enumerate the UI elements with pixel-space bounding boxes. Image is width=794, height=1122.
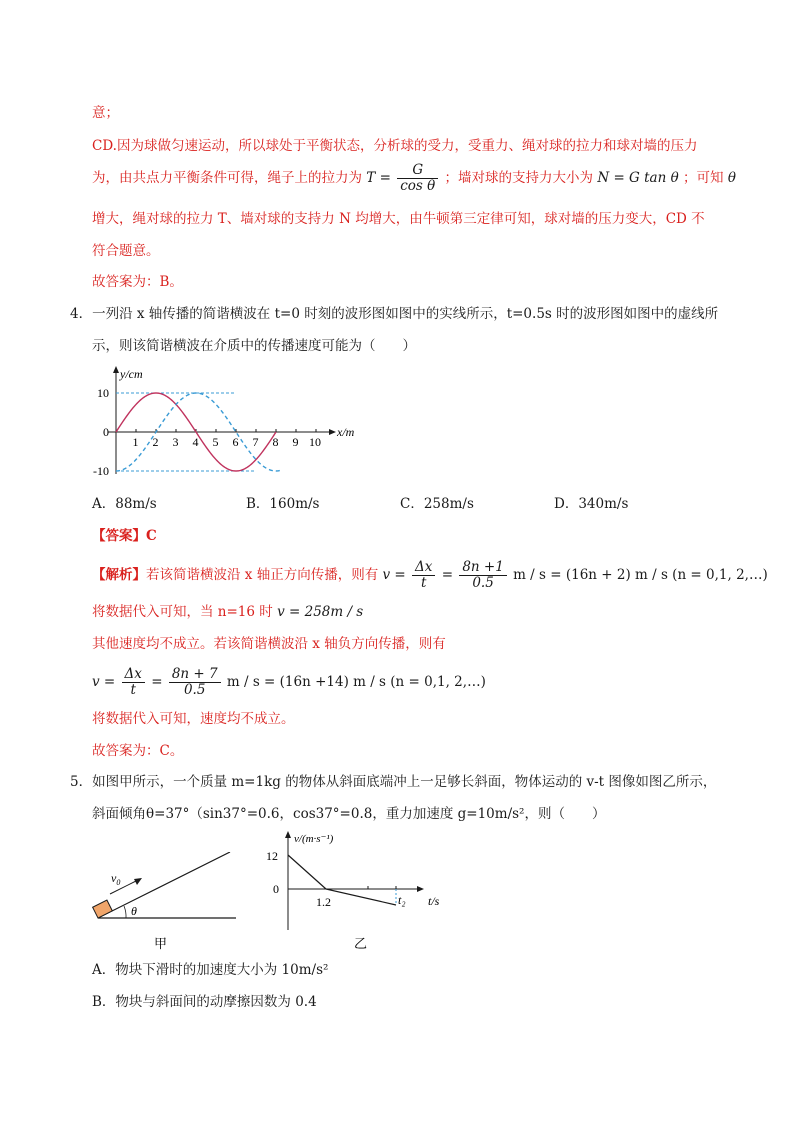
theta-symbol: θ <box>727 170 736 186</box>
negative-denominator: 0.5 <box>183 682 206 698</box>
dx-over-t-2 <box>122 667 145 698</box>
dx-over-t <box>412 560 435 591</box>
vt-y-0: 0 <box>273 882 279 896</box>
x-tick-label: 10 <box>309 435 321 449</box>
prev-line-4: 增大，绳对球的拉力 T、墙对球的支持力 N 均增大，由牛顿第三定律可知，球对墙的压力变大，CD 不 <box>92 211 705 227</box>
vt-y-12: 12 <box>266 849 278 863</box>
q4-analysis-line-5: 将数据代入可知，速度均不成立。 <box>92 711 295 727</box>
q4-option-d[interactable]: D．340m/s <box>554 496 629 512</box>
q4-analysis-tag: 【解析】 <box>92 567 146 583</box>
block <box>93 900 113 918</box>
q5-number: 5． <box>70 774 93 790</box>
prev-line-1: 意； <box>92 105 119 121</box>
t-denominator: t <box>421 575 427 591</box>
t-denominator-2: t <box>130 682 136 698</box>
negative-numerator: 8n + 7 <box>169 667 221 683</box>
q4-analysis-line-1: 【解析】若该简谐横波沿 x 轴正方向传播，则有 v = $\frac{\Delta x}{t}$ = $\frac{8n +1}{0.5}$ m / s = (16n + 2) m / s (n = 0,1, 2,…) <box>92 559 768 591</box>
x-tick-label: 1 <box>132 435 139 449</box>
x-tick-label: 2 <box>152 435 159 449</box>
prev-line-3-text-b: ；墙对球的支持力大小为 <box>444 170 594 186</box>
y-tick-10: 10 <box>97 386 109 400</box>
v0-v: v <box>111 871 117 885</box>
negative-speed-formula: m / s = (16n +14) m / s (n = 0,1, 2,…) <box>226 674 486 690</box>
vt-y-label: v/(m·s⁻¹) <box>294 833 334 845</box>
q4-number: 4． <box>70 306 93 322</box>
positive-numerator: 8n +1 <box>459 560 506 576</box>
x-axis-label: x/m <box>337 425 355 439</box>
prev-line-5: 符合题意。 <box>92 243 160 259</box>
tension-denominator: cos θ <box>400 178 436 194</box>
q4-answer-tag: 【答案】C <box>92 528 157 544</box>
vt-line-down <box>326 889 396 905</box>
x-tick-label: 5 <box>212 435 219 449</box>
q5-figure-yi <box>260 826 460 956</box>
vt-t2: t₂ <box>398 893 406 907</box>
q5-option-a[interactable]: A．物块下滑时的加速度大小为 10m/s² <box>92 962 329 978</box>
q4-option-b[interactable]: B．160m/s <box>246 496 320 512</box>
velocity-symbol-2: v = <box>92 674 116 690</box>
y-axis-arrow <box>113 366 119 373</box>
speed-258: v = 258m / s <box>277 604 364 620</box>
q4-option-c[interactable]: C．258m/s <box>400 496 474 512</box>
figure-yi-caption: 乙 <box>354 936 368 951</box>
q4-answer: 故答案为：C。 <box>92 743 184 759</box>
q4-line-1 <box>70 305 718 323</box>
q4-analysis-line-2 <box>92 603 363 621</box>
y-tick-neg10: -10 <box>93 464 109 478</box>
v0-sub: 0 <box>116 878 121 887</box>
q4-analysis-line-4: v = $\frac{\Delta x}{t}$ = $\frac{8n + 7}{0.5}$ m / s = (16n +14) m / s (n = 0,1, 2,…) <box>92 666 486 698</box>
vt-x-arrow <box>417 886 424 892</box>
q5-stem-2: 斜面倾角θ=37°（sin37°=0.6，cos37°=0.8，重力加速度 g=10m/s²，则（ ） <box>92 806 606 822</box>
q4-stem-2: 示，则该简谐横波在介质中的传播速度可能为（ ） <box>92 338 416 354</box>
q5-figure-jia <box>90 852 250 962</box>
positive-denominator: 0.5 <box>472 575 494 591</box>
q4-analysis-text-1: 若该简谐横波沿 x 轴正方向传播，则有 <box>146 567 379 583</box>
dx-numerator-2: Δx <box>122 667 145 683</box>
q4-analysis-text-2: 将数据代入可知，当 n=16 时 <box>92 604 273 620</box>
x-tick-label: 3 <box>172 435 179 449</box>
prev-line-3 <box>92 163 736 194</box>
q4-option-a[interactable]: A．88m/s <box>92 496 157 512</box>
prev-line-3-text-c: ；可知 <box>683 170 724 186</box>
negative-fraction <box>169 667 221 698</box>
v0-label <box>111 871 120 887</box>
x-tick-label: 9 <box>292 435 299 449</box>
positive-fraction <box>459 560 506 591</box>
theta-arc <box>124 906 126 918</box>
y-axis-label: y/cm <box>120 367 143 381</box>
vt-line-up <box>288 855 326 889</box>
prev-line-2: CD.因为球做匀速运动，所以球处于平衡状态，分析球的受力，受重力、绳对球的拉力和球对墙的压力 <box>92 138 698 154</box>
figure-jia-caption: 甲 <box>154 936 168 951</box>
prev-answer: 故答案为：B。 <box>92 274 183 290</box>
normal-force-eq: N = G tan θ <box>597 170 679 186</box>
x-axis-arrow <box>329 429 336 435</box>
q4-wave-graph <box>86 362 376 482</box>
velocity-symbol: v = <box>382 567 406 583</box>
vt-y-arrow <box>285 831 291 838</box>
q5-option-b[interactable]: B．物块与斜面间的动摩擦因数为 0.4 <box>92 994 317 1010</box>
x-tick-label: 4 <box>192 435 199 449</box>
theta-label: θ <box>131 904 137 918</box>
x-tick-label: 7 <box>252 435 259 449</box>
x-tick-label: 6 <box>232 435 239 449</box>
tension-numerator: G <box>397 163 438 179</box>
positive-speed-formula: m / s = (16n + 2) m / s (n = 0,1, 2,…) <box>513 567 768 583</box>
q4-analysis-line-3: 其他速度均不成立。若该简谐横波沿 x 轴负方向传播，则有 <box>92 636 446 652</box>
x-tick-label: 8 <box>272 435 279 449</box>
prev-line-3-text-a: 为，由共点力平衡条件可得，绳子上的拉力为 <box>92 170 362 186</box>
y-tick-0: 0 <box>103 425 109 439</box>
q5-line-1 <box>70 773 716 791</box>
q4-stem-1: 一列沿 x 轴传播的简谐横波在 t=0 时刻的波形图如图中的实线所示，t=0.5s 时的波形图如图中的虚线所 <box>92 306 719 322</box>
vt-x-1.2: 1.2 <box>316 895 331 909</box>
tension-symbol: T = <box>366 170 391 186</box>
q5-stem-1: 如图甲所示，一个质量 m=1kg 的物体从斜面底端冲上一足够长斜面，物体运动的 v-t 图像如图乙所示， <box>92 774 717 790</box>
tension-fraction <box>397 163 438 194</box>
dx-numerator: Δx <box>412 560 435 576</box>
vt-x-label: t/s <box>428 894 440 908</box>
